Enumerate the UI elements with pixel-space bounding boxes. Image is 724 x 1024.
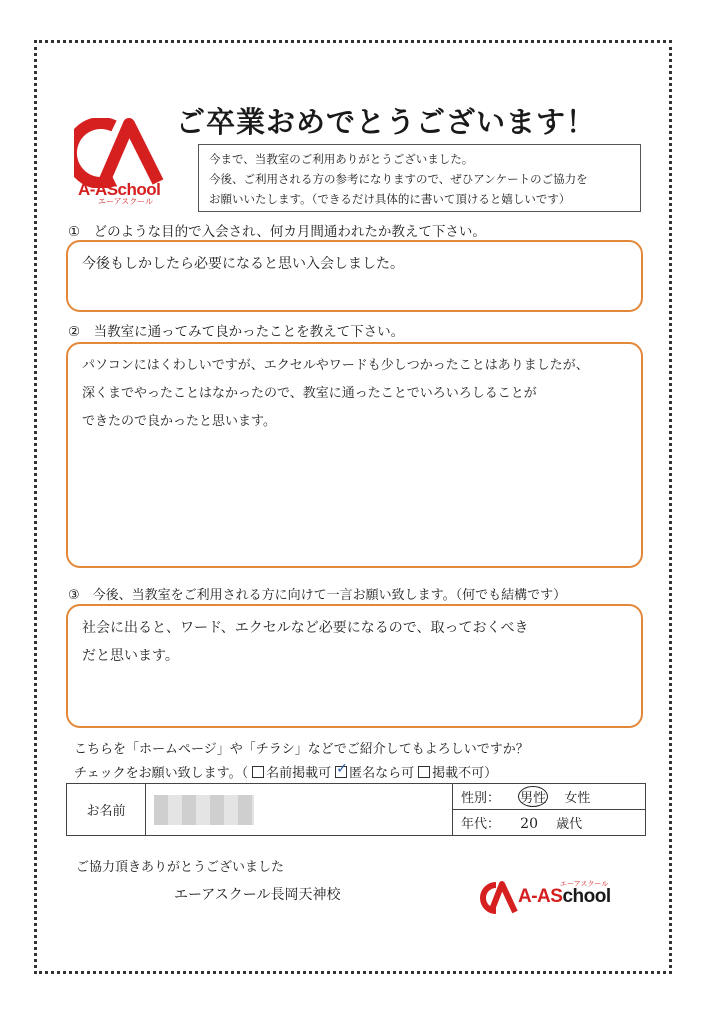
question-2: ② 当教室に通ってみて良かったことを教えて下さい。 <box>68 324 405 340</box>
intro-line: お願いいたします。（できるだけ具体的に書いて頂けると嬉しいです） <box>209 192 571 206</box>
thanks-text: ご協力頂きありがとうございました <box>76 860 285 875</box>
footer-logo-prefix: A-AS <box>518 886 563 907</box>
info-table <box>66 783 646 836</box>
name-field <box>146 784 453 836</box>
name-label: お名前 <box>67 784 146 836</box>
option-anonymous-ok-label: 匿名なら可 <box>349 766 415 781</box>
option-name-ok-label: 名前掲載可 <box>266 766 332 781</box>
page-title: ご卒業おめでとうございます！ <box>176 105 597 139</box>
intro-box <box>198 144 641 212</box>
checkbox-checked-icon[interactable] <box>335 761 348 778</box>
publish-check-row <box>74 762 497 781</box>
gender-label: 性別： <box>461 791 501 806</box>
answer-1-line: 今後もしかしたら必要になると思い入会しました。 <box>82 256 404 272</box>
publish-question: こちらを「ホームページ」や「チラシ」などでご紹介してもよろしいですか？ <box>74 742 529 757</box>
option-no-publish-label: 掲載不可） <box>432 766 498 781</box>
publish-prefix: チェックをお願い致します。（ <box>74 766 249 781</box>
option-no-publish[interactable] <box>418 762 497 781</box>
question-3: ③ 今後、当教室をご利用される方に向けて一言お願い致します。（何でも結構です） <box>68 588 567 603</box>
option-anonymous-ok[interactable] <box>335 762 414 781</box>
gender-male-circled: 男性 <box>518 786 548 807</box>
redacted-name <box>154 795 254 825</box>
answer-3-line: 社会に出ると、ワード、エクセルなど必要になるので、取っておくべき <box>82 620 529 636</box>
age-label: 年代： <box>461 817 501 832</box>
school-name: エーアスクール長岡天神校 <box>174 887 341 903</box>
answer-2-box <box>66 342 643 568</box>
answer-1-box <box>66 240 643 312</box>
gender-cell <box>453 784 646 810</box>
age-cell <box>453 810 646 836</box>
logo-sub: エーアスクール <box>98 197 154 206</box>
age-suffix: 歳代 <box>556 817 583 832</box>
gender-female: 女性 <box>564 791 591 806</box>
footer-logo-suffix: chool <box>562 886 611 907</box>
age-value: 20 <box>520 816 538 832</box>
option-name-ok[interactable] <box>252 762 331 781</box>
check-mark-icon: ✓ <box>336 761 348 777</box>
answer-2-line: パソコンにはくわしいですが、エクセルやワードも少しつかったことはありましたが、 <box>82 358 589 373</box>
answer-3-line: だと思います。 <box>82 648 179 664</box>
intro-line: 今まで、当教室のご利用ありがとうございました。 <box>209 152 474 166</box>
checkbox-icon[interactable] <box>252 766 264 778</box>
checkbox-icon[interactable] <box>418 766 430 778</box>
footer-logo-name <box>518 886 611 908</box>
answer-2-line: できたので良かったと思います。 <box>82 414 276 429</box>
answer-3-box <box>66 604 643 728</box>
footer-logo-sub: エーアスクール <box>560 880 609 888</box>
answer-2-line: 深くまでやったことはなかったので、教室に通ったことでいろいろしることが <box>82 386 537 401</box>
logo-name: A-ASchool <box>78 180 161 199</box>
intro-line: 今後、ご利用される方の参考になりますので、ぜひアンケートのご協力を <box>209 172 588 186</box>
question-1: ① どのような目的で入会され、何カ月間通われたか教えて下さい。 <box>68 224 486 240</box>
